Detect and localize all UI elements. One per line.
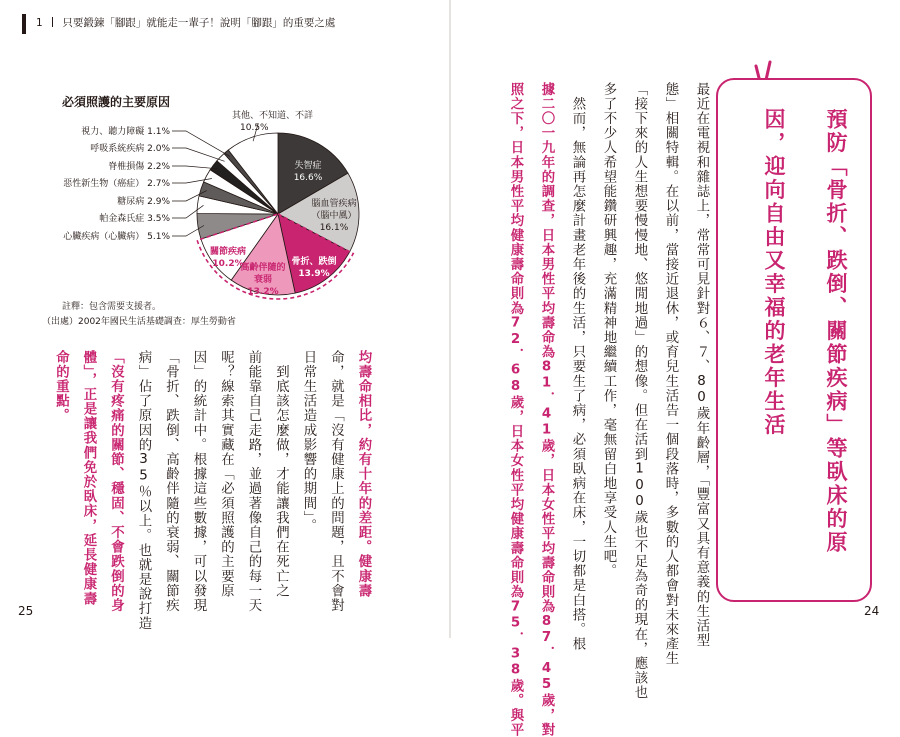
- pie-slice-label: 骨折、跌倒: [291, 257, 337, 267]
- pie-slice-label: 關節疾病: [209, 247, 247, 257]
- left-body-column: 命，就是「沒有健康上的問題，且不會對: [328, 350, 344, 613]
- pie-slice-value: 16.6%: [293, 173, 323, 183]
- leader-line: [172, 131, 230, 156]
- right-body-column: 多了不少人希望能鑽研興趣，充滿精神地繼續工作，毫無留白地享受人生吧。: [601, 82, 616, 579]
- right-body-column: 「接下來的人生想要慢慢地、悠閒地過」的想像。但在活到100歲也不足為奇的現在，應該也: [632, 82, 647, 700]
- chart-title: 必須照護的主要原因: [62, 95, 171, 109]
- pie-legend-label: 視力、聽力障礙 1.1%: [81, 127, 170, 137]
- right-body-column: 照之下，日本男性平均健康壽命則為72．68歲，日本女性平均健康壽命則為75．38歲。與平: [508, 82, 523, 737]
- left-body-column: 到底該怎麼做，才能讓我們在死亡之: [273, 350, 289, 599]
- pie-legend-label: 脊椎損傷 2.2%: [108, 162, 170, 172]
- left-body-column: 病」佔了原因的35％以上。也就是說打造: [136, 350, 151, 631]
- pie-legend-label: 其他、不知道、不詳: [232, 111, 314, 121]
- chart-source: （出處）2002年國民生活基礎調查：厚生勞動省: [42, 317, 236, 327]
- pie-slice-label: （腦中風）: [311, 211, 357, 221]
- left-body-column: 前能靠自己走路，並過著像自己的每一天: [246, 350, 261, 613]
- pie-slice-value: 13.9%: [298, 269, 330, 279]
- pie-slice-label: 失智症: [294, 161, 322, 171]
- left-body-column: 呢？線索其實藏在「必須照護的主要原: [218, 350, 234, 599]
- right-body-column: 然而，無論再怎麼計畫老年後的生活，只要生了病，必須臥病在床，一切都是白搭。根: [570, 82, 585, 652]
- pie-slice-value: 10.2%: [212, 259, 244, 269]
- page-number-left: 25: [18, 604, 34, 618]
- pie-chart: [0, 110, 450, 330]
- left-body-column: 「沒有疼痛的關節、穩固、不會跌倒的身: [108, 350, 124, 613]
- left-body-column: 「骨折、跌倒、高齡伴隨的衰弱、關節疾: [163, 350, 179, 613]
- pie-slice-value: 13.2%: [247, 287, 279, 297]
- running-title: 只要鍛鍊「腳跟」就能走一輩子！說明「腳跟」的重要之處: [62, 17, 336, 29]
- right-body-column: 據二〇一九年的調查，日本男性平均壽命為81．41歲，日本女性平均壽命則為87．45歲，對: [539, 82, 554, 737]
- right-page-body: [490, 82, 710, 737]
- pie-slice-value: 16.1%: [319, 223, 349, 233]
- pie-legend-value: 10.5%: [240, 123, 269, 133]
- pie-legend-label: 惡性新生物（癌症） 2.7%: [63, 179, 170, 189]
- left-body-column: 日常生活造成影響的期間」。: [301, 350, 316, 534]
- chart-note: 註釋：包含需要支援者。: [62, 302, 162, 312]
- pie-legend-label: 糖尿病 2.9%: [117, 197, 170, 207]
- chapter-number: 1: [36, 17, 43, 29]
- page-number-right: 24: [864, 604, 880, 618]
- chapter-title-box: [716, 78, 872, 602]
- left-page-body: [40, 350, 371, 631]
- header-divider: [52, 17, 53, 27]
- left-body-column: 體」，正是讓我們免於臥床，延長健康壽: [81, 350, 96, 607]
- pie-slice-label: 腦血管疾病: [311, 199, 357, 209]
- right-body-column: 最近在電視和雜誌上，常常可見針對６、７、80歲年齡層，「豐富又具有意義的生活型: [694, 82, 709, 648]
- header-rule: [22, 14, 26, 34]
- left-body-column: 因」的統計中。根據這些數據，可以發現: [191, 350, 206, 613]
- pie-legend-label: 呼吸系統疾病 2.0%: [90, 144, 170, 154]
- title-line-1: 預防「骨折、跌倒、關節疾病」等臥床的原: [824, 108, 848, 555]
- left-body-column: 均壽命相比，約有十年的差距。健康壽: [356, 350, 371, 599]
- pie-legend-label: 帕金森氏症 3.5%: [99, 214, 170, 224]
- left-body-column: 命的重點。: [53, 350, 69, 423]
- running-header: [36, 15, 335, 30]
- pie-slice-label: 高齡伴隨的: [240, 263, 286, 273]
- title-line-2: 因，迎向自由又幸福的老年生活: [762, 108, 786, 437]
- right-body-column: 態」相關特輯。在以前，當接近退休，或育兒生活告一個段落時，多數的人都會對未來產生: [663, 82, 678, 666]
- leader-line: [172, 148, 225, 161]
- pie-legend-label: 心臟疾病（心臟病） 5.1%: [63, 232, 170, 242]
- pie-slice-label: 衰弱: [253, 275, 273, 285]
